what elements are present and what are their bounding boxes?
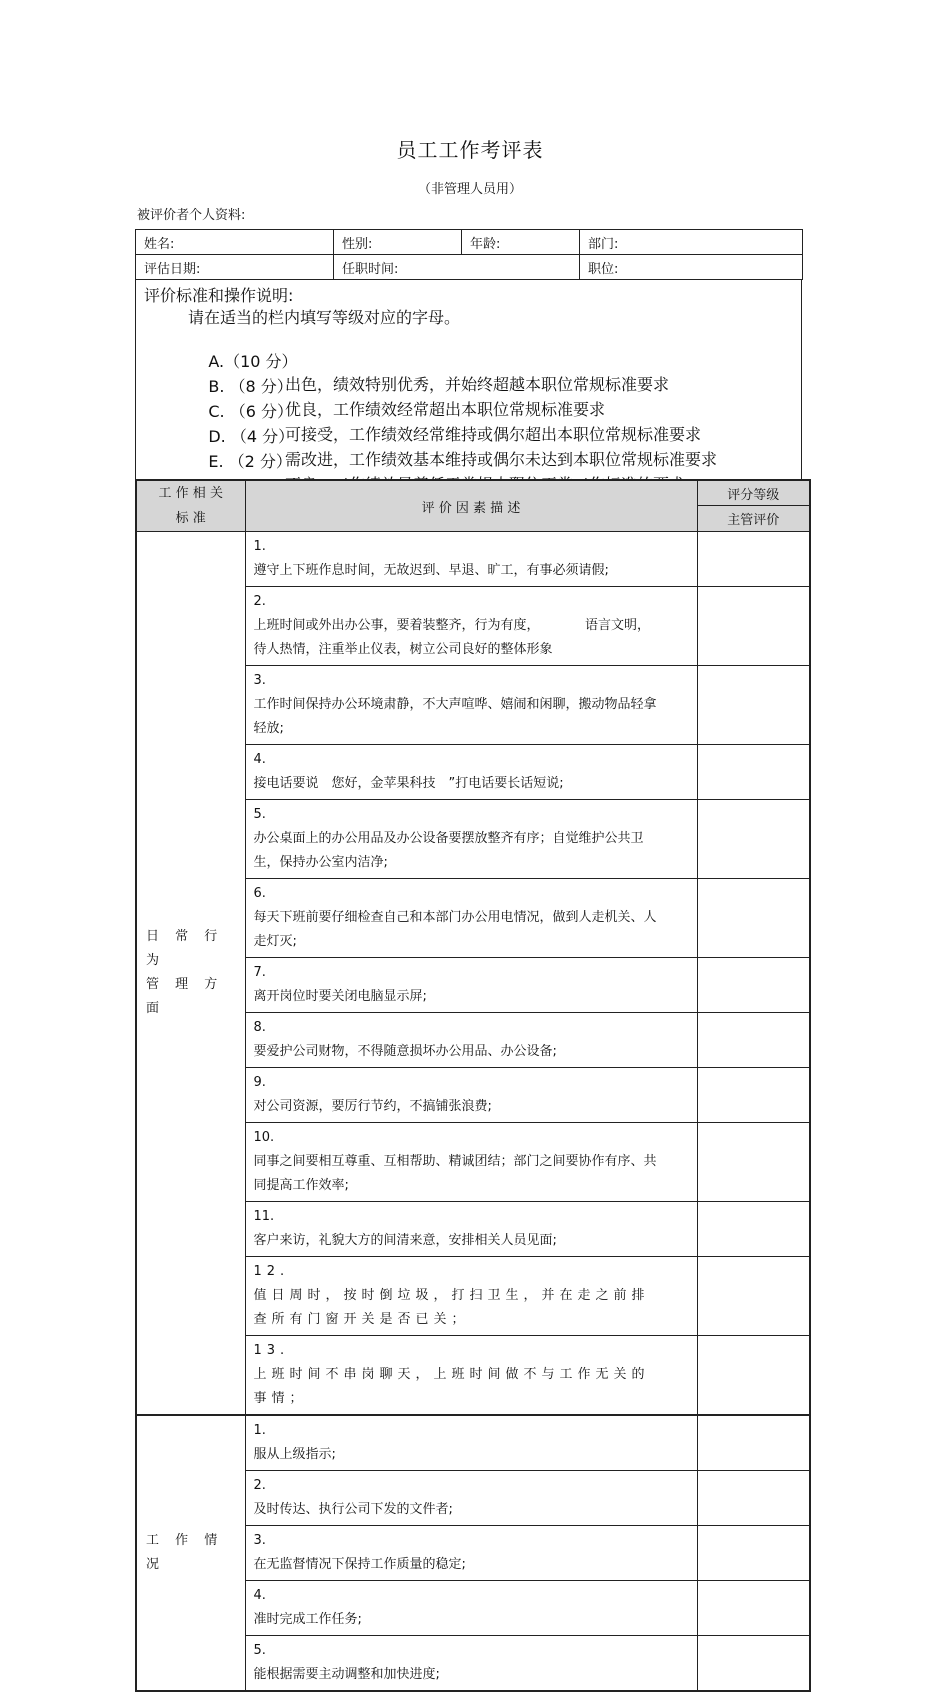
item-number: 4. bbox=[253, 1588, 266, 1603]
criterion-item bbox=[245, 532, 697, 587]
item-number: 1. bbox=[253, 539, 266, 554]
evaluation-table bbox=[135, 479, 811, 1692]
criterion-item bbox=[245, 1202, 697, 1257]
header-standard-line2: 标 准 bbox=[175, 511, 206, 526]
item-number: 13. bbox=[253, 1343, 290, 1358]
score-cell[interactable] bbox=[697, 1415, 810, 1471]
item-text: 办公桌面上的办公用品及办公设备要摆放整齐有序；自觉维护公共卫生，保持办公室内洁净; bbox=[253, 831, 644, 870]
position-field[interactable]: 职位: bbox=[580, 255, 803, 280]
header-supervisor-eval: 主管评价 bbox=[697, 506, 810, 532]
item-text: 能根据需要主动调整和加快进度; bbox=[253, 1667, 440, 1682]
score-cell[interactable] bbox=[697, 1202, 810, 1257]
header-standard bbox=[136, 480, 245, 532]
criterion-item bbox=[245, 1636, 697, 1692]
item-number: 10. bbox=[253, 1130, 275, 1145]
criterion-item bbox=[245, 1526, 697, 1581]
name-field[interactable]: 姓名: bbox=[136, 230, 334, 255]
criteria-heading: 评价标准和操作说明: bbox=[144, 286, 294, 305]
item-text: 上班时间不串岗聊天，上班时间做不与工作无关的事情； bbox=[253, 1367, 650, 1406]
eval-date-field[interactable]: 评估日期: bbox=[136, 255, 334, 280]
item-number: 6. bbox=[253, 886, 266, 901]
grade-code: D. （4 分） bbox=[208, 427, 295, 446]
grade-code: C. （6 分） bbox=[208, 402, 293, 421]
personal-info-table bbox=[135, 229, 803, 280]
criterion-item bbox=[245, 745, 697, 800]
criterion-item bbox=[245, 666, 697, 745]
tenure-field[interactable]: 任职时间: bbox=[334, 255, 580, 280]
department-field[interactable]: 部门: bbox=[580, 230, 803, 255]
item-text: 工作时间保持办公环境肃静，不大声喧哗、嬉闹和闲聊，搬动物品轻拿轻放; bbox=[253, 697, 657, 736]
personal-info-label: 被评价者个人资料: bbox=[137, 208, 246, 223]
grade-code: B. （8 分） bbox=[208, 377, 293, 396]
item-text: 对公司资源，要厉行节约，不搞铺张浪费; bbox=[253, 1099, 492, 1114]
criterion-item bbox=[245, 1068, 697, 1123]
item-number: 4. bbox=[253, 752, 266, 767]
score-cell[interactable] bbox=[697, 879, 810, 958]
criterion-item bbox=[245, 1336, 697, 1416]
score-cell[interactable] bbox=[697, 1257, 810, 1336]
criterion-item bbox=[245, 1471, 697, 1526]
item-number: 12. bbox=[253, 1264, 290, 1279]
category-line: 管 理 方 面 bbox=[146, 977, 224, 1016]
header-description: 评 价 因 素 描 述 bbox=[245, 480, 697, 532]
criteria-intro: 请在适当的栏内填写等级对应的字母。 bbox=[188, 308, 461, 327]
item-number: 9. bbox=[253, 1075, 266, 1090]
item-text: 要爱护公司财物，不得随意损坏办公用品、办公设备; bbox=[253, 1044, 557, 1059]
criterion-item bbox=[245, 1415, 697, 1471]
grade-code: A.（10 分） bbox=[208, 352, 298, 371]
item-text: 接电话要说 您好，金苹果科技 ”打电话要长话短说; bbox=[253, 776, 564, 791]
criterion-item bbox=[245, 1013, 697, 1068]
gender-field[interactable]: 性别: bbox=[334, 230, 462, 255]
grade-desc: 优良，工作绩效经常超出本职位常规标准要求 bbox=[285, 400, 606, 419]
item-number: 5. bbox=[253, 1643, 266, 1658]
item-text: 同事之间要相互尊重、互相帮助、精诚团结；部门之间要协作有序、共同提高工作效率; bbox=[253, 1154, 657, 1193]
score-cell[interactable] bbox=[697, 1636, 810, 1692]
score-cell[interactable] bbox=[697, 587, 810, 666]
criterion-item bbox=[245, 879, 697, 958]
header-grade: 评分等级 bbox=[697, 480, 810, 506]
category-daily-behavior bbox=[136, 532, 245, 1416]
item-number: 8. bbox=[253, 1020, 266, 1035]
grade-desc: 出色，绩效特别优秀，并始终超越本职位常规标准要求 bbox=[285, 375, 670, 394]
criterion-item bbox=[245, 587, 697, 666]
item-text: 准时完成工作任务; bbox=[253, 1612, 362, 1627]
item-number: 5. bbox=[253, 807, 266, 822]
grade-desc: 需改进，工作绩效基本维持或偶尔未达到本职位常规标准要求 bbox=[285, 450, 718, 469]
item-text: 离开岗位时要关闭电脑显示屏; bbox=[253, 989, 427, 1004]
score-cell[interactable] bbox=[697, 958, 810, 1013]
score-cell[interactable] bbox=[697, 1123, 810, 1202]
item-number: 2. bbox=[253, 594, 266, 609]
score-cell[interactable] bbox=[697, 1526, 810, 1581]
item-text: 服从上级指示; bbox=[253, 1447, 336, 1462]
category-work-status: 工 作 情 况 bbox=[136, 1415, 245, 1691]
item-text: 值日周时，按时倒垃圾，打扫卫生，并在走之前排查所有门窗开关是否已关； bbox=[253, 1288, 650, 1327]
score-cell[interactable] bbox=[697, 800, 810, 879]
item-number: 2. bbox=[253, 1478, 266, 1493]
item-text: 上班时间或外出办公事，要着装整齐，行为有度， 语言文明，待人热情，注重举止仪表，树立公司良好的整体形象 bbox=[253, 618, 651, 657]
age-field[interactable]: 年龄: bbox=[462, 230, 580, 255]
item-number: 7. bbox=[253, 965, 266, 980]
form-title: 员工工作考评表 bbox=[396, 138, 544, 162]
criterion-item bbox=[245, 800, 697, 879]
item-text: 及时传达、执行公司下发的文件者; bbox=[253, 1502, 453, 1517]
grade-desc: 可接受，工作绩效经常维持或偶尔超出本职位常规标准要求 bbox=[285, 425, 702, 444]
item-text: 遵守上下班作息时间，无故迟到、早退、旷工，有事必须请假; bbox=[253, 563, 609, 578]
item-number: 3. bbox=[253, 673, 266, 688]
criterion-item bbox=[245, 1581, 697, 1636]
item-text: 每天下班前要仔细检查自己和本部门办公用电情况，做到人走机关、人走灯灭; bbox=[253, 910, 657, 949]
score-cell[interactable] bbox=[697, 666, 810, 745]
score-cell[interactable] bbox=[697, 1581, 810, 1636]
item-number: 1. bbox=[253, 1423, 266, 1438]
score-cell[interactable] bbox=[697, 532, 810, 587]
item-text: 客户来访，礼貌大方的间清来意，安排相关人员见面; bbox=[253, 1233, 557, 1248]
criteria-panel bbox=[135, 280, 802, 479]
header-standard-line1: 工 作 相 关 bbox=[158, 486, 223, 501]
score-cell[interactable] bbox=[697, 1013, 810, 1068]
score-cell[interactable] bbox=[697, 1471, 810, 1526]
item-number: 3. bbox=[253, 1533, 266, 1548]
item-text: 在无监督情况下保持工作质量的稳定; bbox=[253, 1557, 466, 1572]
score-cell[interactable] bbox=[697, 745, 810, 800]
category-line: 日 常 行 为 bbox=[146, 929, 224, 968]
item-number: 11. bbox=[253, 1209, 275, 1224]
criterion-item bbox=[245, 1123, 697, 1202]
score-cell[interactable] bbox=[697, 1336, 810, 1416]
form-subtitle: （非管理人员用） bbox=[417, 182, 522, 197]
grade-code: E. （2 分） bbox=[208, 452, 292, 471]
criterion-item bbox=[245, 1257, 697, 1336]
score-cell[interactable] bbox=[697, 1068, 810, 1123]
criterion-item bbox=[245, 958, 697, 1013]
